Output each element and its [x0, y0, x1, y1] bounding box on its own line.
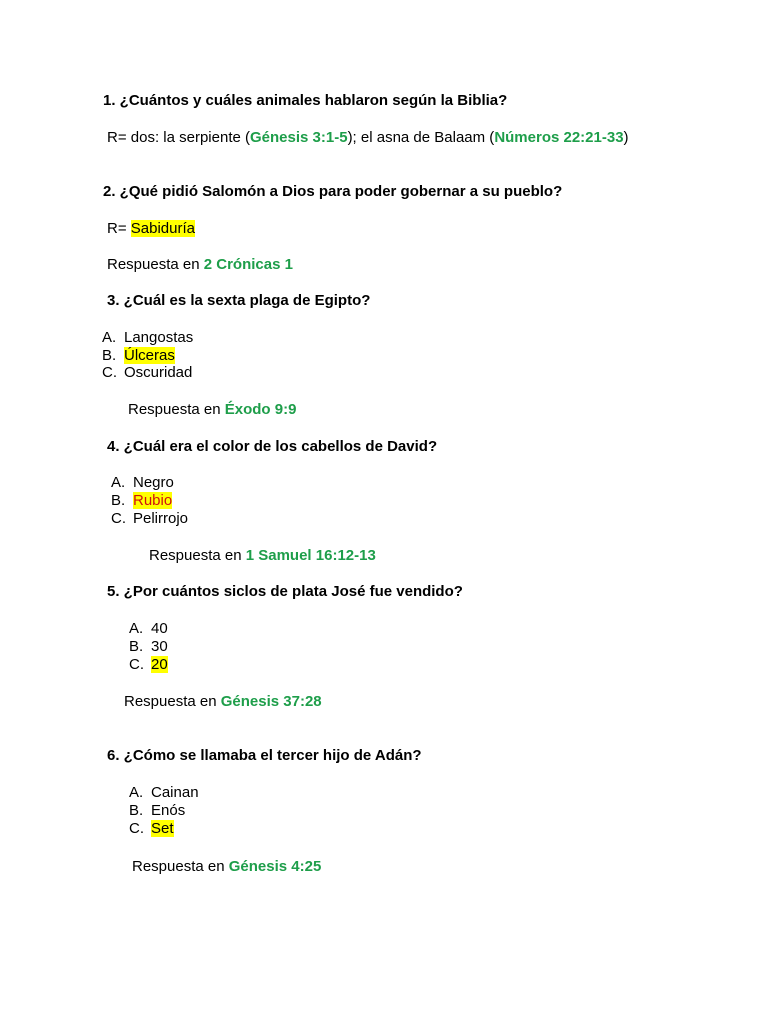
- option-3b: [102, 347, 175, 365]
- question-3: 3. ¿Cuál es la sexta plaga de Egipto?: [107, 292, 371, 309]
- question-5: 5. ¿Por cuántos siclos de plata José fue vendido?: [107, 583, 463, 600]
- reference-4-ref: 1 Samuel 16:12-13: [245, 547, 376, 564]
- answer-1-mid: ); el asna de Balaam (: [347, 129, 495, 146]
- option-label: C.: [129, 820, 144, 837]
- option-5c: [129, 656, 168, 674]
- reference-3: [128, 401, 296, 419]
- reference-6-ref: Génesis 4:25: [228, 858, 322, 875]
- option-label: C.: [102, 364, 117, 381]
- option-label: B.: [129, 802, 144, 819]
- option-5b: [129, 638, 168, 656]
- option-text-highlight: Set: [151, 820, 174, 837]
- option-text: Enós: [151, 802, 186, 819]
- answer-1-prefix: R= dos: la serpiente (: [107, 129, 250, 146]
- option-4a: [111, 474, 174, 492]
- option-text: Oscuridad: [124, 364, 193, 381]
- reference-5-prefix: Respuesta en: [124, 693, 221, 710]
- option-3a: [102, 329, 193, 347]
- option-6b: [129, 802, 185, 820]
- option-6a: [129, 784, 199, 802]
- reference-3-ref: Éxodo 9:9: [224, 401, 297, 418]
- answer-2-prefix: R=: [107, 220, 131, 237]
- question-6: 6. ¿Cómo se llamaba el tercer hijo de Adán?: [107, 747, 422, 764]
- question-2: 2. ¿Qué pidió Salomón a Dios para poder gobernar a su pueblo?: [103, 183, 563, 200]
- option-label: B.: [102, 347, 117, 364]
- reference-2-ref: 2 Crónicas 1: [203, 256, 293, 273]
- option-label: A.: [129, 784, 144, 801]
- answer-1: [107, 129, 629, 147]
- option-3c: [102, 364, 192, 382]
- option-4c: [111, 510, 188, 528]
- reference-6-prefix: Respuesta en: [132, 858, 229, 875]
- answer-2: [107, 220, 195, 238]
- reference-4: [149, 547, 376, 565]
- option-text: Langostas: [124, 329, 194, 346]
- option-label: B.: [129, 638, 144, 655]
- option-text: Cainan: [151, 784, 199, 801]
- option-text: 40: [151, 620, 168, 637]
- question-1: 1. ¿Cuántos y cuáles animales hablaron según la Biblia?: [103, 92, 508, 109]
- reference-3-prefix: Respuesta en: [128, 401, 225, 418]
- reference-5-ref: Génesis 37:28: [220, 693, 322, 710]
- reference-2: [107, 256, 293, 274]
- option-label: A.: [129, 620, 144, 637]
- reference-4-prefix: Respuesta en: [149, 547, 246, 564]
- answer-1-suffix: ): [623, 129, 629, 146]
- option-label: A.: [111, 474, 126, 491]
- option-label: A.: [102, 329, 117, 346]
- option-4b: [111, 492, 172, 510]
- answer-1-ref-2: Números 22:21-33: [494, 129, 624, 146]
- option-label: C.: [111, 510, 126, 527]
- option-label: C.: [129, 656, 144, 673]
- question-4: 4. ¿Cuál era el color de los cabellos de David?: [107, 438, 438, 455]
- option-text-highlight: Rubio: [133, 492, 173, 509]
- option-text-highlight: 20: [151, 656, 168, 673]
- reference-2-prefix: Respuesta en: [107, 256, 204, 273]
- option-text: Pelirrojo: [133, 510, 189, 527]
- answer-1-ref-1: Génesis 3:1-5: [250, 129, 348, 146]
- reference-6: [132, 858, 321, 876]
- option-text: 30: [151, 638, 168, 655]
- answer-2-highlight: Sabiduría: [130, 220, 195, 237]
- option-6c: [129, 820, 174, 838]
- option-text-highlight: Úlceras: [124, 347, 175, 364]
- option-5a: [129, 620, 168, 638]
- reference-5: [124, 693, 322, 711]
- option-label: B.: [111, 492, 126, 509]
- option-text: Negro: [133, 474, 174, 491]
